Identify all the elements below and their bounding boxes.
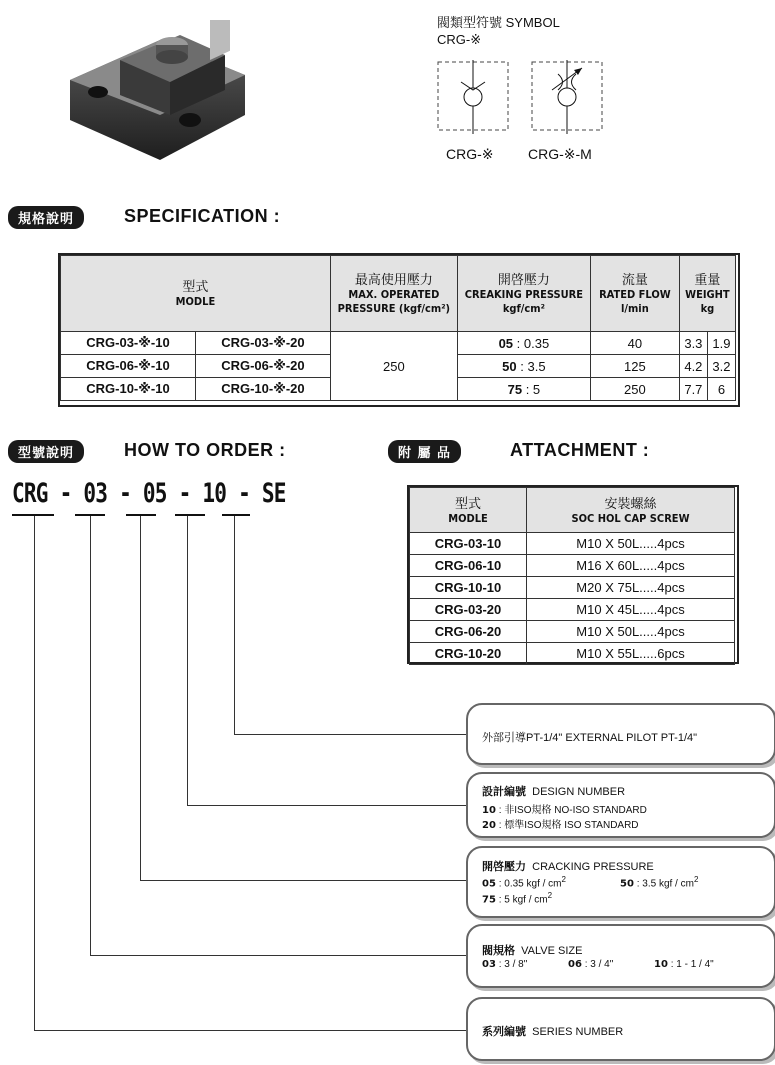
connector-pressure-h [140, 880, 466, 881]
att-screw: M10 X 50L.....4pcs [527, 621, 735, 643]
attachment-table [409, 487, 735, 665]
table-row [410, 533, 735, 555]
code-underline-design [175, 514, 205, 516]
spec-weight-20: 1.9 [707, 332, 735, 355]
crack-50: 50 : 3.5 kgf / $cm^2$ [620, 875, 699, 890]
spec-header-flow: 流量 RATED FLOW l/min [590, 256, 679, 332]
table-row [410, 643, 735, 665]
att-header-screw: 安裝螺絲 SOC HOL CAP SCREW [527, 488, 735, 533]
att-model: CRG-03-20 [410, 599, 527, 621]
spec-model-10: CRG-06-※-10 [61, 355, 196, 378]
connector-series-h [34, 1030, 466, 1031]
spec-weight-10: 3.3 [679, 332, 707, 355]
box-cracking-pressure [466, 846, 775, 918]
att-model: CRG-06-20 [410, 621, 527, 643]
connector-pilot-v [234, 516, 235, 734]
att-screw: M16 X 60L.....4pcs [527, 555, 735, 577]
att-screw: M10 X 50L.....4pcs [527, 533, 735, 555]
design-10: 10 : 非ISO規格 NO-ISO STANDARD [482, 805, 647, 816]
code-underline-pressure [126, 514, 156, 516]
spec-model-10: CRG-03-※-10 [61, 332, 196, 355]
spec-header-weight: 重量 WEIGHT kg [679, 256, 735, 332]
spec-flow: 40 [590, 332, 679, 355]
spec-crack: 75 : 5 [457, 378, 590, 401]
code-underline-series [12, 514, 54, 516]
box-series-number [466, 997, 775, 1061]
att-model: CRG-10-10 [410, 577, 527, 599]
size-06: 06 : 3 / 4" [568, 959, 614, 970]
att-screw: M10 X 55L.....6pcs [527, 643, 735, 665]
spec-weight-20: 6 [707, 378, 735, 401]
spec-crack: 50 : 3.5 [457, 355, 590, 378]
connector-pilot-h [234, 734, 466, 735]
valve-product-image [60, 20, 260, 170]
symbol-label-crg: CRG-※ [446, 146, 494, 162]
att-screw: M20 X 75L.....4pcs [527, 577, 735, 599]
spec-flow: 125 [590, 355, 679, 378]
table-row [410, 599, 735, 621]
spec-weight-20: 3.2 [707, 355, 735, 378]
spec-flow: 250 [590, 378, 679, 401]
design-20: 20 : 標準ISO規格 ISO STANDARD [482, 820, 639, 831]
box-external-pilot [466, 703, 775, 765]
order-badge: 型號說明 [8, 440, 84, 463]
symbol-model: CRG-※ [437, 32, 482, 47]
table-row [410, 621, 735, 643]
connector-design-v [187, 516, 188, 805]
symbol-diagram-crg-m [530, 60, 604, 134]
spec-model-20: CRG-03-※-20 [195, 332, 330, 355]
attachment-badge: 附 屬 品 [388, 440, 461, 463]
spec-weight-10: 4.2 [679, 355, 707, 378]
design-heading: 設計編號 DESIGN NUMBER [482, 785, 626, 798]
code-underline-pilot [222, 514, 250, 516]
spec-header-pressure: 最高使用壓力 MAX. OPERATED PRESSURE (kgf/cm²) [330, 256, 457, 332]
specification-title: SPECIFICATION : [124, 206, 281, 226]
symbol-label-crg-m: CRG-※-M [528, 146, 592, 162]
connector-pressure-v [140, 516, 141, 880]
table-row [410, 555, 735, 577]
box-valve-size [466, 924, 775, 988]
crack-05: 05 : 0.35 kgf / $cm^2$ [482, 875, 566, 890]
connector-size-v [90, 516, 91, 955]
connector-series-v [34, 516, 35, 1030]
size-10: 10 : 1 - 1 / 4" [654, 959, 714, 970]
att-model: CRG-10-20 [410, 643, 527, 665]
crack-heading: 開啓壓力 CRACKING PRESSURE [482, 860, 654, 873]
symbol-diagram-crg [436, 60, 510, 134]
connector-size-h [90, 955, 466, 956]
att-header-model: 型式 MODLE [410, 488, 527, 533]
specification-table [60, 255, 736, 401]
size-heading: 閥規格 VALVE SIZE [482, 944, 583, 957]
table-row [410, 577, 735, 599]
spec-model-10: CRG-10-※-10 [61, 378, 196, 401]
att-model: CRG-03-10 [410, 533, 527, 555]
specification-badge: 規格說明 [8, 206, 84, 229]
pilot-text: 外部引導PT-1/4" EXTERNAL PILOT PT-1/4" [482, 732, 698, 744]
symbol-title: 閥類型符號 SYMBOL [437, 15, 560, 30]
box-design-number [466, 772, 775, 838]
series-heading: 系列編號 SERIES NUMBER [482, 1025, 624, 1038]
att-screw: M10 X 45L.....4pcs [527, 599, 735, 621]
table-row [61, 332, 736, 355]
spec-model-20: CRG-10-※-20 [195, 378, 330, 401]
spec-header-model: 型式 MODLE [61, 256, 331, 332]
attachment-title: ATTACHMENT : [510, 440, 650, 460]
connector-design-h [187, 805, 466, 806]
spec-header-crack: 開啓壓力 CREAKING PRESSURE kgf/cm² [457, 256, 590, 332]
size-03: 03 : 3 / 8" [482, 959, 528, 970]
order-code: CRG - 03 - 05 - 10 - SE [12, 478, 286, 509]
spec-max-pressure: 250 [330, 332, 457, 401]
spec-model-20: CRG-06-※-20 [195, 355, 330, 378]
crack-75: 75 : 5 kgf / $cm^2$ [482, 891, 553, 906]
spec-crack: 05 : 0.35 [457, 332, 590, 355]
spec-weight-10: 7.7 [679, 378, 707, 401]
order-title: HOW TO ORDER : [124, 440, 286, 460]
att-model: CRG-06-10 [410, 555, 527, 577]
